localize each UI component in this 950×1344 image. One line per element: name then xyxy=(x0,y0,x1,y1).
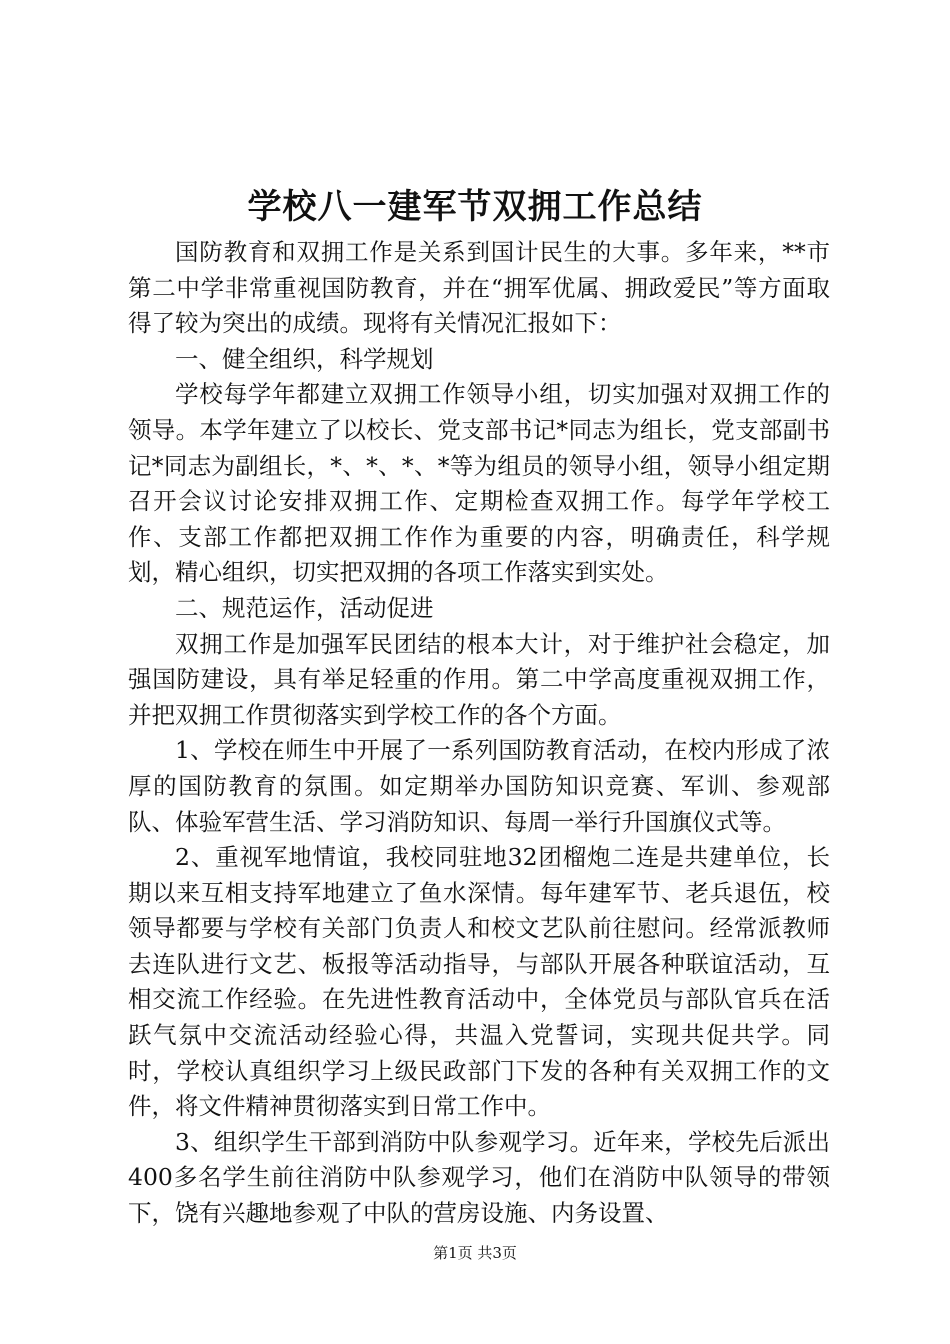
paragraph-intro: 国防教育和双拥工作是关系到国计民生的大事。多年来，**市第二中学非常重视国防教育，并在“拥军优属、拥政爱民”等方面取得了较为突出的成绩。现将有关情况汇报如下： xyxy=(128,238,830,338)
page-footer: 第1页 共3页 xyxy=(433,1244,517,1262)
paragraph-item-1: 1、学校在师生中开展了一系列国防教育活动，在校内形成了浓厚的国防教育的氛围。如定期举办国防知识竞赛、军训、参观部队、体验军营生活、学习消防知识、每周一举行升国旗仪式等。 xyxy=(128,736,830,836)
paragraph-item-2: 2、重视军地情谊，我校同驻地32团榴炮二连是共建单位，长期以来互相支持军地建立了鱼水深情。每年建军节、老兵退伍，校领导都要与学校有关部门负责人和校文艺队前往慰问。经常派教师去连队进行文艺、板报等活动指导，与部队开展各种联谊活动，互相交流工作经验。在先进性教育活动中，全体党员与部队官兵在活跃气氛中交流活动经验心得，共温入党誓词，实现共促共学。同时，学校认真组织学习上级民政部门下发的各种有关双拥工作的文件，将文件精神贯彻落实到日常工作中。 xyxy=(128,843,830,1121)
paragraph-item-3: 3、组织学生干部到消防中队参观学习。近年来，学校先后派出400多名学生前往消防中队参观学习，他们在消防中队领导的带领下，饶有兴趣地参观了中队的营房设施、内务设置、 xyxy=(128,1127,830,1228)
paragraph-organization: 学校每学年都建立双拥工作领导小组，切实加强对双拥工作的领导。本学年建立了以校长、党支部书记*同志为组长，党支部副书记*同志为副组长，*、*、*、*等为组员的领导小组，领导小组定期召开会议讨论安排双拥工作、定期检查双拥工作。每学年学校工作、支部工作都把双拥工作作为重要的内容，明确责任，科学规划，精心组织，切实把双拥的各项工作落实到实处。 xyxy=(128,380,830,587)
document-body xyxy=(128,235,830,1232)
section-heading-1: 一、健全组织，科学规划 xyxy=(175,344,434,373)
section-heading-2: 二、规范运作，活动促进 xyxy=(175,593,434,622)
paragraph-importance: 双拥工作是加强军民团结的根本大计，对于维护社会稳定，加强国防建设，具有举足轻重的作用。第二中学高度重视双拥工作，并把双拥工作贯彻落实到学校工作的各个方面。 xyxy=(128,629,830,729)
document-title: 学校八一建军节双拥工作总结 xyxy=(247,187,703,227)
